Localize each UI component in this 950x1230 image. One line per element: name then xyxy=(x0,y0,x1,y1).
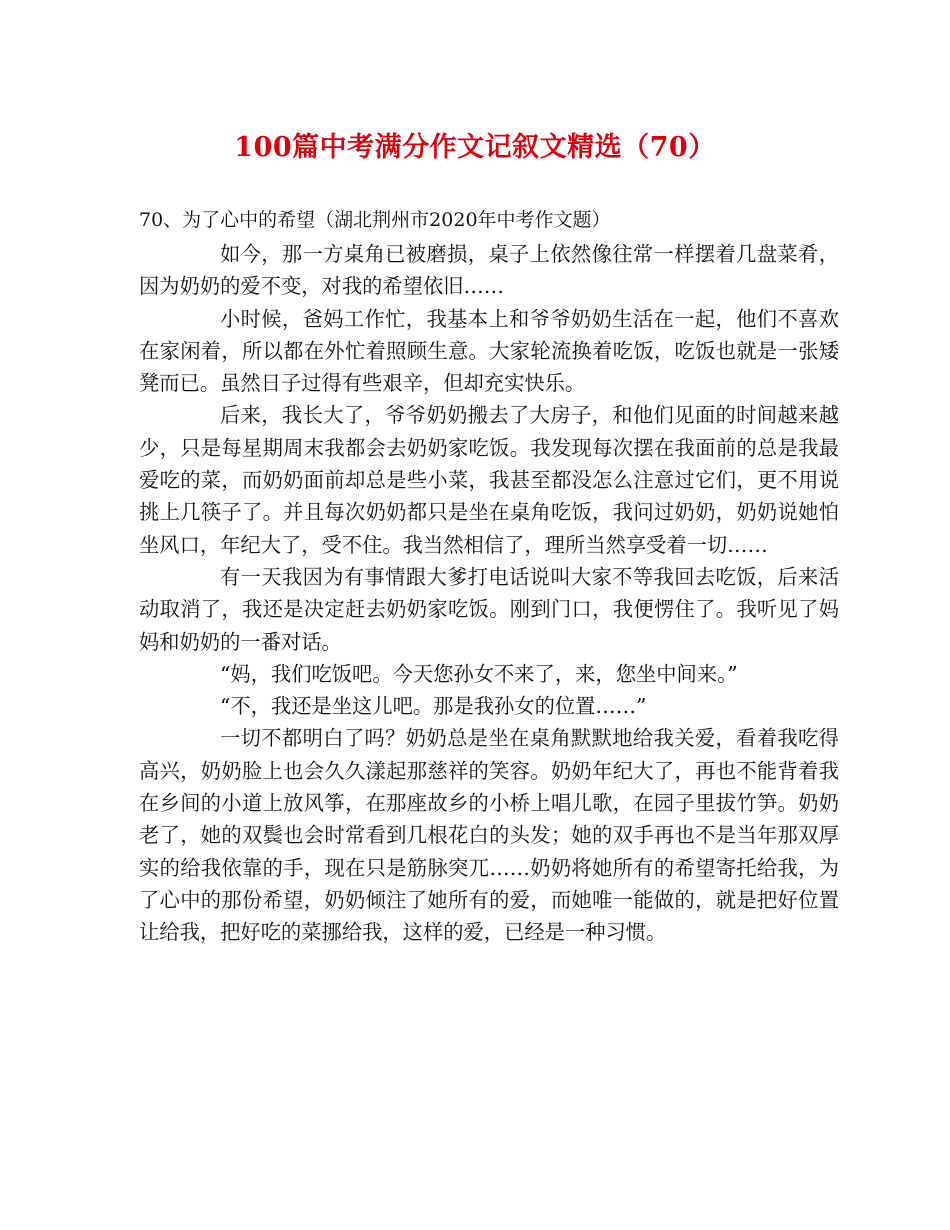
essay-paragraph: 后来，我长大了，爷爷奶奶搬去了大房子，和他们见面的时间越来越少，只是每星期周末我都会去奶奶家吃饭。我发现每次摆在我面前的总是我最爱吃的菜，而奶奶面前却总是些小菜，我甚至都没怎么注意过它们，更不用说挑上几筷子了。并且每次奶奶都只是坐在桌角吃饭，我问过奶奶，奶奶说她怕坐风口，年纪大了，受不住。我当然相信了，理所当然享受着一切…… xyxy=(139,403,839,557)
essay-paragraph: 有一天我因为有事情跟大爹打电话说叫大家不等我回去吃饭，后来活动取消了，我还是决定赶去奶奶家吃饭。刚到门口，我便愣住了。我听见了妈妈和奶奶的一番对话。 xyxy=(139,564,839,654)
essay-subtitle: 70、为了心中的希望（湖北荆州市2020年中考作文题） xyxy=(139,209,611,231)
essay-paragraph: 如今，那一方桌角已被磨损，桌子上依然像往常一样摆着几盘菜肴，因为奶奶的爱不变，对我的希望依旧…… xyxy=(139,242,839,299)
essay-paragraph: 小时候，爸妈工作忙，我基本上和爷爷奶奶生活在一起，他们不喜欢在家闲着，所以都在外忙着照顾生意。大家轮流换着吃饭，吃饭也就是一张矮凳而已。虽然日子过得有些艰辛，但却充实快乐。 xyxy=(139,306,839,396)
essay-dialogue: “妈，我们吃饭吧。今天您孙女不来了，来，您坐中间来。” xyxy=(220,661,738,686)
essay-dialogue: “不，我还是坐这儿吧。那是我孙女的位置……” xyxy=(220,694,647,719)
document-title: 100篇中考满分作文记叙文精选（70） xyxy=(234,132,716,163)
essay-paragraph: 一切不都明白了吗？奶奶总是坐在桌角默默地给我关爱，看着我吃得高兴，奶奶脸上也会久久漾起那慈祥的笑容。奶奶年纪大了，再也不能背着我在乡间的小道上放风筝，在那座故乡的小桥上唱儿歌，在园子里拔竹笋。奶奶老了，她的双鬓也会时常看到几根花白的头发；她的双手再也不是当年那双厚实的给我依靠的手，现在只是筋脉突兀……奶奶将她所有的希望寄托给我，为了心中的那份希望，奶奶倾注了她所有的爱，而她唯一能做的，就是把好位置让给我，把好吃的菜挪给我，这样的爱，已经是一种习惯。 xyxy=(139,726,839,945)
essay-body xyxy=(139,204,839,949)
